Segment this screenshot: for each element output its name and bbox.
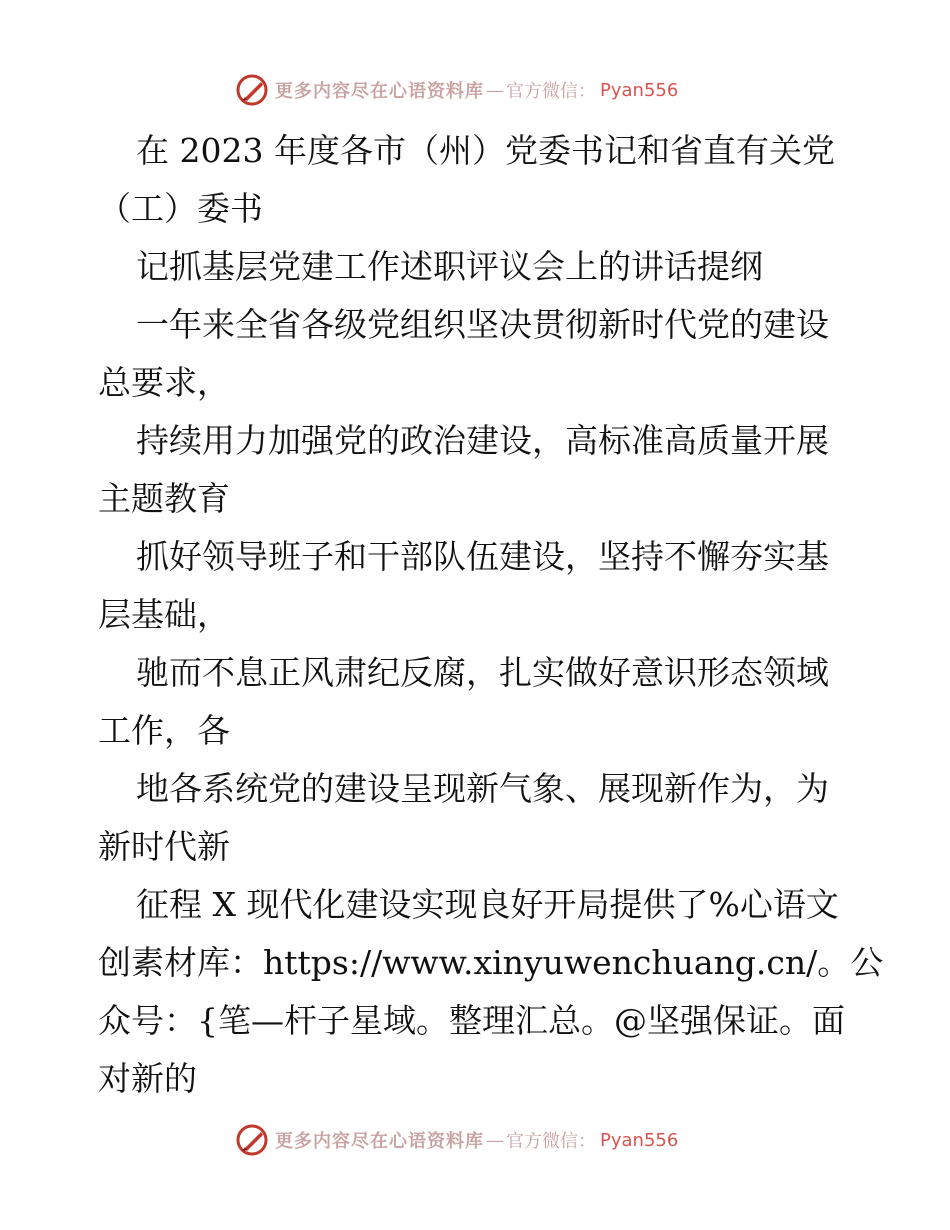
doc-line: 持续用力加强党的政治建设，高标准高质量开展 [136, 421, 829, 460]
doc-line: 总要求， [98, 363, 230, 402]
doc-line: 地各系统党的建设呈现新气象、展现新作为，为 [136, 769, 829, 808]
doc-line: 在 2023 年度各市（州）党委书记和省直有关党 [136, 131, 835, 170]
doc-line: 层基础， [98, 595, 230, 634]
doc-line: 一年来全省各级党组织坚决贯彻新时代党的建设 [136, 305, 829, 344]
doc-line: 工作，各 [98, 711, 230, 750]
banner-wechat-label: 官方微信： [506, 1131, 596, 1152]
footer-banner [235, 1122, 715, 1158]
quill-logo-icon [235, 1123, 269, 1157]
banner-title: 更多内容尽在心语资料库 [275, 1131, 484, 1152]
banner-dash: — [486, 79, 504, 101]
banner-title: 更多内容尽在心语资料库 [275, 81, 484, 102]
banner-dash: — [486, 1129, 504, 1151]
doc-line: 创素材库：https://www.xinyuwenchuang.cn/。公 [98, 943, 884, 982]
doc-line: （工）委书 [98, 189, 263, 228]
banner-wechat-id: Pyan556 [600, 79, 679, 101]
doc-line: 征程 X 现代化建设实现良好开局提供了%心语文 [136, 885, 839, 924]
doc-line: 抓好领导班子和干部队伍建设，坚持不懈夯实基 [136, 537, 829, 576]
doc-line: 主题教育 [98, 479, 230, 518]
doc-line: 对新的 [98, 1059, 197, 1098]
header-banner [235, 72, 715, 108]
banner-wechat-label: 官方微信： [506, 81, 596, 102]
doc-line: 新时代新 [98, 827, 230, 866]
doc-line: 众号：{笔—杆子星域。整理汇总。@坚强保证。面 [98, 1001, 845, 1040]
banner-wechat-id: Pyan556 [600, 1129, 679, 1151]
quill-logo-icon [235, 73, 269, 107]
doc-line: 记抓基层党建工作述职评议会上的讲话提纲 [136, 247, 763, 286]
doc-line: 驰而不息正风肃纪反腐，扎实做好意识形态领域 [136, 653, 829, 692]
document-body [98, 122, 884, 1108]
